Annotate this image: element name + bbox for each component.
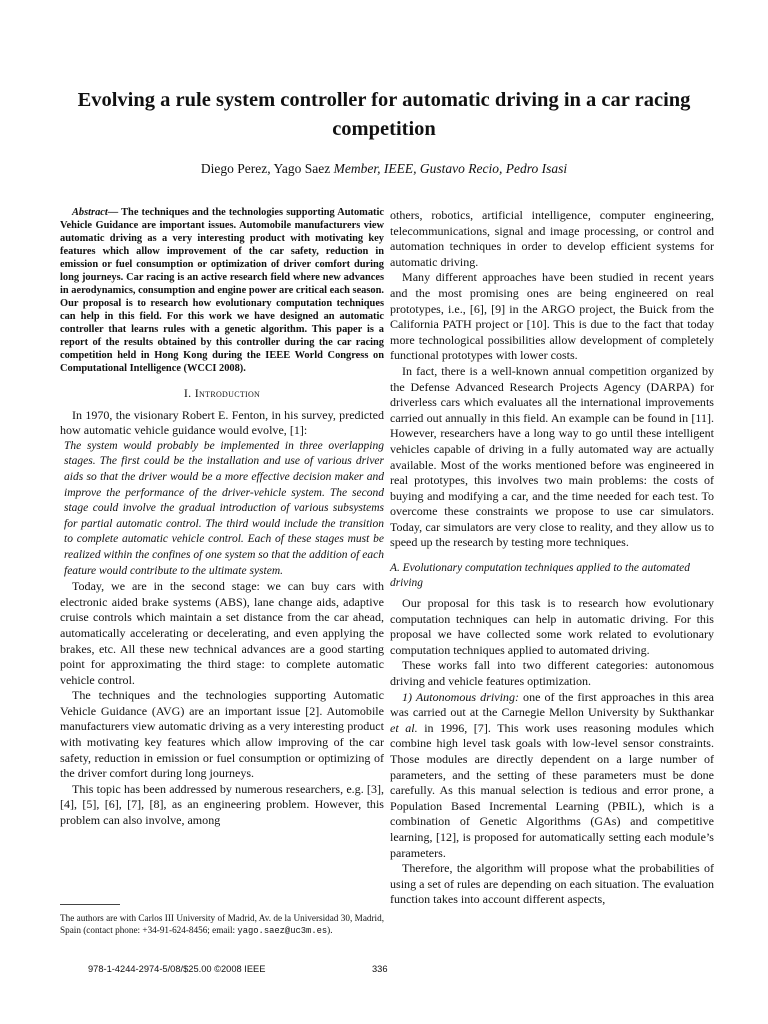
fenton-quote: The system would probably be implemented in three overlapping stages. The first could be the installation and use of various driver aids so that the driver would be a more effective decision maker and improve the performance of the driver-vehicle system. The second stage could involve the gradual introduction of various subsystems for partial automatic control. The third would include the transition to complete automatic vehicle control. Each of these stages must be realized within the confines of one system so that the addition of each feature would contribute to the ultimate system. — [64, 439, 384, 577]
p6-part-b: in 1996, [7]. This work uses reasoning modules which combine high level task goals with low-level sensor constraints. Those modules are directly dependent on a large number of parameters, and the setting of these parameters must be done carefully. As this manual selection is tedious and error prone, a Population Based Incremental Learning (PBIL), which is a combination of Genetic Algorithms (GAs) and competitive learning, [12], is proposed for automatically setting each module’s parameters. — [390, 720, 714, 860]
footnote-rule — [60, 904, 120, 905]
right-paragraph-1: others, robotics, artificial intelligence, computer engineering, telecommunications, signal and image processing, or control and automation techniques in order to develop efficient systems for automatic driving. — [390, 208, 714, 269]
intro-paragraph-4: This topic has been addressed by numerous researchers, e.g. [3], [4], [5], [6], [7], [8], as an engineering problem. However, this problem can also involve, among — [60, 781, 384, 828]
p6-part-a: one of the first approaches in this area was carried out at the Carnegie Mellon University by Sukthankar — [390, 689, 715, 720]
right-paragraph-5: These works fall into two different categories: autonomous driving and vehicle features optimization. — [390, 658, 714, 689]
footnote-text: The authors are with Carlos III University of Madrid, Av. de la Universidad 30, Madrid, Spain (contact phone: +34-91-624-8456; email: — [60, 913, 384, 935]
footnote-end: ). — [327, 925, 333, 935]
right-paragraph-2: Many different approaches have been studied in recent years and the most promising ones are being engineered on real prototypes, i.e., [6], [9] in the ARGO project, the Buick from the California PATH project or [10]. This is due to the fact that today more technological possibilities allow development of completely functional prototypes with lower costs. — [390, 270, 714, 363]
right-paragraph-3: In fact, there is a well-known annual competition organized by the Defense Advanced Research Projects Agency (DARPA) for driverless cars which evaluates all the international improvements carried out annually in this field. An example can be found in [11]. However, researchers have a long way to go until these intelligent vehicles capable of driving in a fully automated way are actually available. Most of the works mentioned before was engineered in real prototypes, this involves two main problems: the costs of buying and modifying a car, and the time needed for each test. To overcome these constraints we propose to use car simulators. Today, car simulators are very close to reality, and they allow us to speed up the research by testing more techniques. — [390, 363, 714, 550]
abstract-dash: — — [107, 207, 122, 218]
right-column — [390, 208, 714, 908]
author-affiliation: Member, IEEE, Gustavo Recio, Pedro Isasi — [330, 161, 568, 176]
footnote-email[interactable]: yago.saez@uc3m.es — [237, 926, 328, 936]
abstract-label: Abstract — [72, 207, 108, 218]
footnote — [60, 912, 384, 937]
right-paragraph-4: Our proposal for this task is to research how evolutionary computation techniques can help in automatic driving. For this proposal we have collected some work related to evolutionary computation techniques applied to automated driving. — [390, 596, 714, 657]
abstract — [60, 206, 384, 375]
section-number: I. — [183, 386, 195, 400]
abstract-text: The techniques and the technologies supporting Automatic Vehicle Guidance are important issues. Automobile manufacturers view automatic driving as a very interesting product with motivating key features which allow improvement of the car safety, reduction in emission or fuel consumption or optimization of driver comfort during long journeys. Car racing is an active research field where new advances in aerodynamics, consumption and engine power are critical each season. Our proposal is to research how evolutionary computation techniques can help in this field. For this work we have designed an automatic controller that learns rules with a genetic algorithm. This paper is a report of the results obtained by this controller during the car racing competition held in Hong Kong during the IEEE World Congress on Computational Intelligence (WCCI 2008). — [60, 207, 384, 374]
paper-title: Evolving a rule system controller for automatic driving in a car racing competition — [77, 89, 691, 140]
section-title: Introduction — [194, 386, 261, 400]
isbn-line: 978-1-4244-2974-5/08/$25.00 ©2008 IEEE — [88, 964, 266, 974]
et-al: et al. — [390, 720, 418, 735]
intro-paragraph-1: In 1970, the visionary Robert E. Fenton, in his survey, predicted how automatic vehicle guidance would evolve, [1]: — [60, 407, 384, 438]
left-column — [60, 206, 384, 829]
page-number: 336 — [372, 964, 388, 974]
intro-paragraph-3: The techniques and the technologies supporting Automatic Vehicle Guidance (AVG) are an important issue [2]. Automobile manufacturers view automatic driving as a very interesting product with motivating key features which allow improving of the car safety, reduction in emission or fuel consumption or optimizing of the driver comfort during long journeys. — [60, 688, 384, 781]
right-paragraph-7: Therefore, the algorithm will propose what the probabilities of using a set of rules are depending on each situation. The evaluation function takes into account different aspects, — [390, 861, 714, 907]
author-line — [60, 160, 708, 178]
intro-paragraph-2: Today, we are in the second stage: we can buy cars with electronic aided brake systems (ABS), lane change aids, adaptive cruise controls which maintain a set distance from the car ahead, automatically accelerating or decelerating, and even applying the brakes, etc. All these new technical advances are a good starting point for approximating the third stage: to complete automatic vehicle control. — [60, 579, 384, 687]
subsection-heading-a: A. Evolutionary computation techniques applied to the automated driving — [390, 562, 690, 590]
author-names: Diego Perez, Yago Saez — [200, 161, 331, 176]
autonomous-driving-label: 1) Autonomous driving: — [402, 689, 519, 704]
right-paragraph-6 — [390, 690, 714, 862]
section-heading-introduction — [60, 386, 384, 402]
